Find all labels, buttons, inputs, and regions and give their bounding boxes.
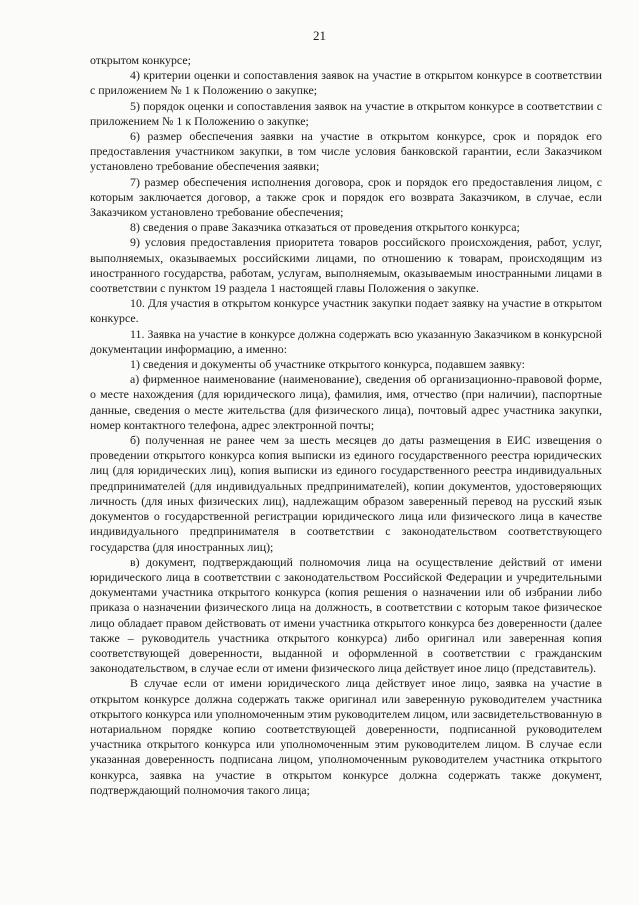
paragraph: 8) сведения о праве Заказчика отказаться от проведения открытого конкурса; [130,220,520,235]
paragraph: 4) критерии оценки и сопоставления заявок на участие в открытом конкурсе в соответствии с приложением № 1 к Положению о закупке; [90,68,602,98]
paragraph: а) фирменное наименование (наименование), сведения об организационно-правовой форме, о месте нахождения (для юридического лица), фамилия, имя, отчество (при наличии), паспортные данные, сведения о месте жительства (для физического лица), почтовый адрес участника закупки, номер контактного телефона, адрес электронной почты; [90,372,602,432]
paragraph: 11. Заявка на участие в конкурсе должна содержать всю указанную Заказчиком в конкурсной документации информацию, а именно: [90,326,602,356]
paragraph: 7) размер обеспечения исполнения договора, срок и порядок его предоставления лицом, с которым заключается договор, а также срок и порядок его возврата Заказчиком, в случае, если Заказчиком установлено требование обеспечения; [90,174,602,220]
paragraph: 10. Для участия в открытом конкурсе участник закупки подает заявку на участие в открытом конкурсе. [90,296,602,326]
paragraph: 5) порядок оценки и сопоставления заявок на участие в открытом конкурсе в соответствии с приложением № 1 к Положению о закупке; [90,98,602,128]
paragraph: б) полученная не ранее чем за шесть месяцев до даты размещения в ЕИС извещения о проведении открытого конкурса копия выписки из единого государственного реестра юридических лиц (для юридических лиц), копия выписки из единого государственного реестра индивидуальных предпринимателей (для индивидуальных предпринимателей), копии документов, удостоверяющих личность (для иных физических лиц), надлежащим образом заверенный перевод на русский язык документов о государственной регистрации юридического лица или физического лица в качестве индивидуального предпринимателя в соответствии с законодательством соответствующего государства (для иностранных лиц); [90,433,602,554]
paragraph: 6) размер обеспечения заявки на участие в открытом конкурсе, срок и порядок его предоставления участником закупки, в том числе условия банковской гарантии, если Заказчиком установлено требование обеспечения заявки; [90,129,602,174]
paragraph: 9) условия предоставления приоритета товаров российского происхождения, работ, услуг, выполняемых, оказываемых российскими лицами, по отношению к товарам, происходящим из иностранного государства, работам, услугам, выполняемым, оказываемым иностранными лицами в соответствии с пунктом 19 раздела 1 настоящей главы Положения о закупке. [90,235,602,296]
paragraph: 1) сведения и документы об участнике открытого конкурса, подавшем заявку: [130,357,525,372]
paragraph: В случае если от имени юридического лица действует иное лицо, заявка на участие в открытом конкурсе должна содержать также оригинал или заверенную руководителем участника открытого конкурса или уполномоченным этим руководителем лицом, или засвидетельствованную в нотариальном порядке копию соответствующей доверенности, подписанной руководителем участника открытого конкурса или уполномоченным этим руководителем лицом. В случае если указанная доверенность подписана лицом, уполномоченным руководителем участника открытого конкурса, заявка на участие в открытом конкурсе должна содержать также документ, подтверждающий полномочия такого лица; [90,676,602,797]
paragraph: открытом конкурсе; [90,53,191,67]
paragraph: в) документ, подтверждающий полномочия лица на осуществление действий от имени юридического лица в соответствии с законодательством Российской Федерации и учредительными документами участника открытого конкурса (копия решения о назначении или об избрании либо приказа о назначении физического лица на должность, в соответствии с которым такое физическое лицо обладает правом действовать от имени участника открытого конкурса без доверенности (далее также – руководитель участника открытого конкурса) либо оригинал или заверенная копия соответствующей доверенности, выданной и оформленной в соответствии с гражданским законодательством, в случае если от имени физического лица действует иное лицо (представитель). [90,554,602,676]
page-number: 21 [313,28,326,43]
document-body [90,53,602,798]
